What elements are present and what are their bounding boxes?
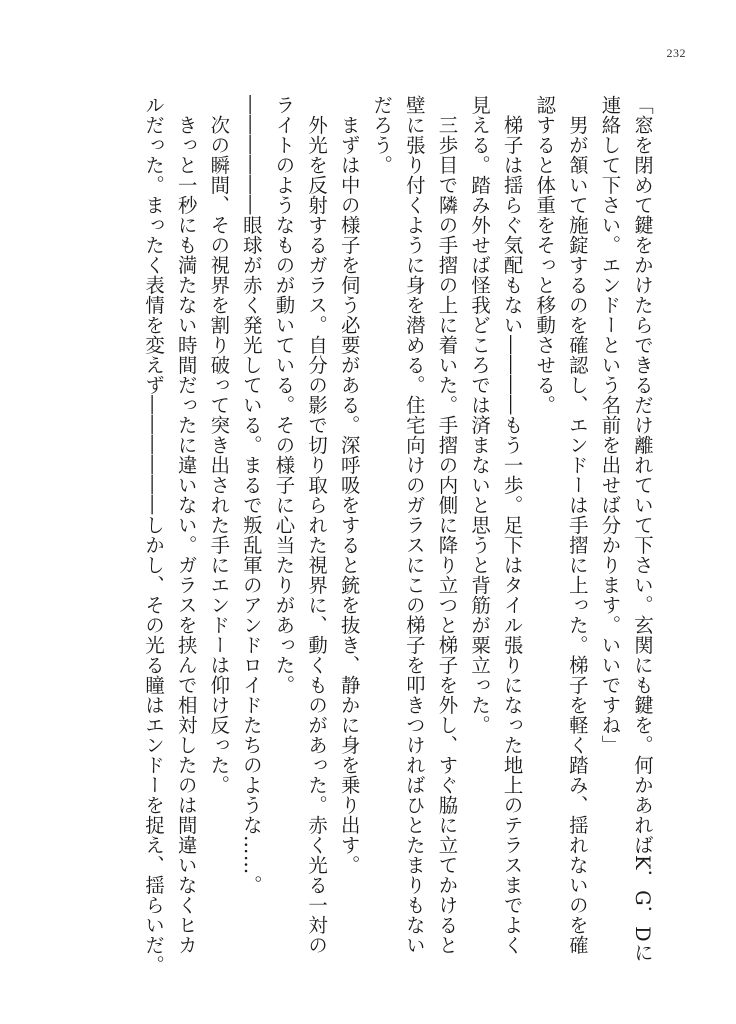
text-line: きっと一秒にも満たない時間だったに違いない。ガラスを挟んで相対したのは間違いなくヒカ bbox=[174, 95, 198, 955]
text-line: 男が頷いて施錠するのを確認し、エンドーは手摺に上った。梯子を軽く踏み、揺れないのを確 bbox=[565, 95, 589, 955]
text-line: 「窓を閉めて鍵をかけたらできるだけ離れていて下さい。玄関にも鍵を。何かあればK．G．Dに bbox=[631, 95, 654, 963]
text-line: ライトのようなものが動いている。その様子に心当たりがあった。 bbox=[272, 95, 296, 695]
text-line: 梯子は揺らぐ気配もない――――もう一歩。足下はタイル張りになった地上のテラスまでよく bbox=[500, 95, 524, 955]
text-line: 三歩目で隣の手摺の上に着いた。手摺の内側に降り立つと梯子を外し、すぐ脇に立てかけると bbox=[435, 95, 459, 955]
text-line: 壁に張り付くように身を潜める。住宅向けのガラスにこの梯子を叩きつければひとたまりもない bbox=[402, 95, 426, 955]
text-line: 見える。踏み外せば怪我どころでは済まないと思うと背筋が粟立った。 bbox=[468, 95, 492, 735]
text-line: だろう。 bbox=[370, 95, 394, 175]
page-number: 232 bbox=[666, 46, 686, 60]
text-line: まずは中の様子を伺う必要がある。深呼吸をすると銃を抜き、静かに身を乗り出す。 bbox=[337, 95, 361, 875]
text-line: 認すると体重をそっと移動させる。 bbox=[533, 95, 557, 415]
text-line: ――――――眼球が赤く発光している。まるで叛乱軍のアンドロイドたちのような……。 bbox=[239, 95, 263, 895]
text-line: ルだった。まったく表情を変えず――――――しかし、その光る瞳はエンドーを捉え、揺らいだ。 bbox=[142, 95, 166, 975]
text-line: 外光を反射するガラス。自分の影で切り取られた視界に、動くものがあった。赤く光る一対の bbox=[305, 95, 329, 955]
text-line: 連絡して下さい。エンドーという名前を出せば分かります。いいですね」 bbox=[598, 95, 622, 755]
text-line: 次の瞬間、その視界を割り破って突き出された手にエンドーは仰け反った。 bbox=[207, 95, 231, 795]
vertical-text-body bbox=[137, 95, 659, 975]
